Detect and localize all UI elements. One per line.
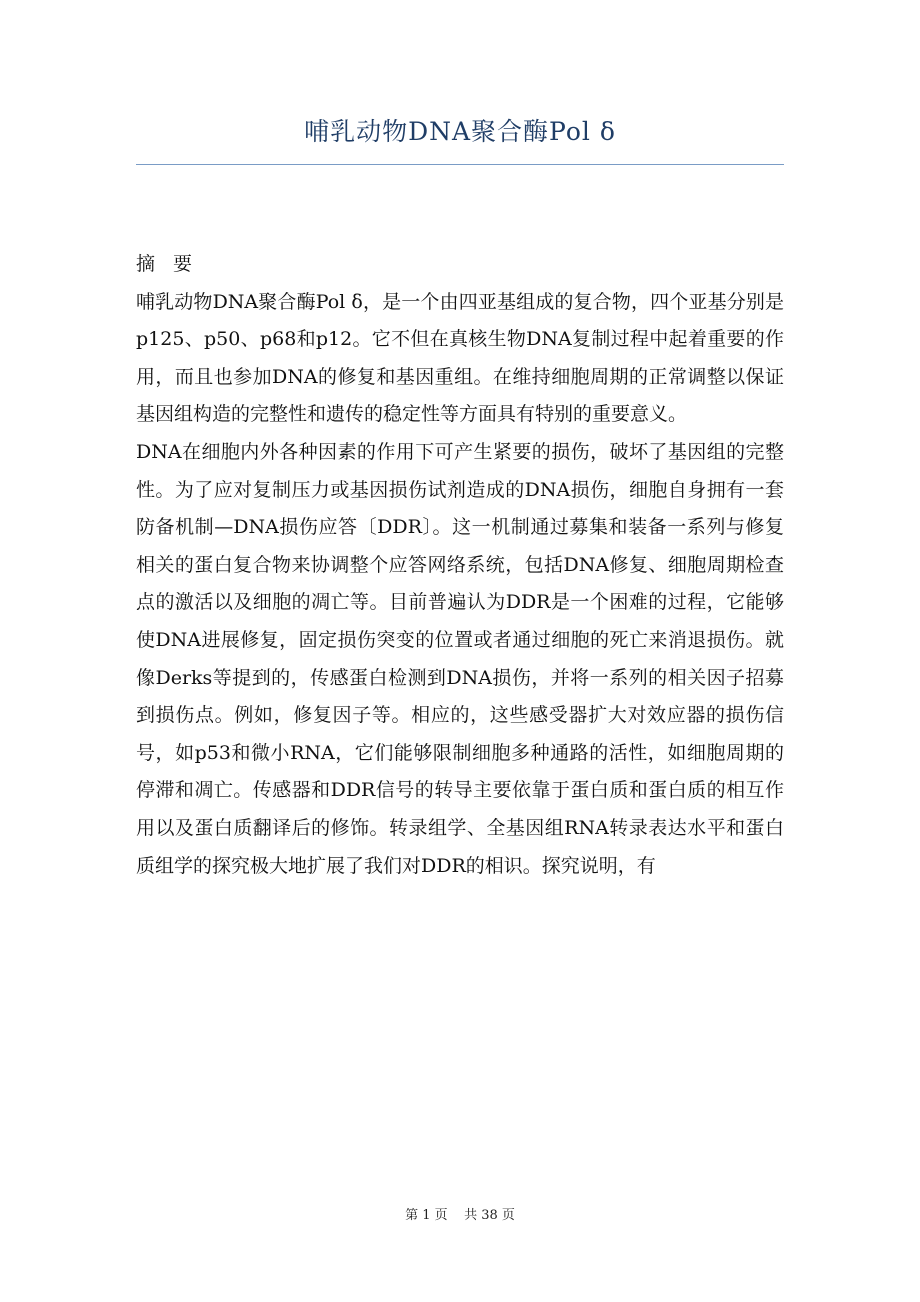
document-body	[136, 246, 784, 885]
abstract-paragraph-1: 哺乳动物DNA聚合酶Pol δ，是一个由四亚基组成的复合物，四个亚基分别是p125、p50、p68和p12。它不但在真核生物DNA复制过程中起着重要的作用，而且也参加DNA的修复和基因重组。在维持细胞周期的正常调整以保证基因组构造的完整性和遗传的稳定性等方面具有特别的重要意义。	[136, 290, 784, 426]
document-title: 哺乳动物DNA聚合酶Pol δ	[304, 117, 616, 146]
page-number-footer: 第 1 页 共 38 页	[405, 1208, 515, 1223]
title-divider	[136, 164, 784, 165]
abstract-heading: 摘 要	[136, 253, 199, 275]
abstract-paragraph-2: DNA在细胞内外各种因素的作用下可产生紧要的损伤，破坏了基因组的完整性。为了应对复制压力或基因损伤试剂造成的DNA损伤，细胞自身拥有一套防备机制—DNA损伤应答〔DDR〕。这一机制通过募集和装备一系列与修复相关的蛋白复合物来协调整个应答网络系统，包括DNA修复、细胞周期检查点的激活以及细胞的凋亡等。目前普遍认为DDR是一个困难的过程，它能够使DNA进展修复，固定损伤突变的位置或者通过细胞的死亡来消退损伤。就像Derks等提到的，传感蛋白检测到DNA损伤，并将一系列的相关因子招募到损伤点。例如，修复因子等。相应的，这些感受器扩大对效应器的损伤信号，如p53和微小RNA，它们能够限制细胞多种通路的活性，如细胞周期的停滞和凋亡。传感器和DDR信号的转导主要依靠于蛋白质和蛋白质的相互作用以及蛋白质翻译后的修饰。转录组学、全基因组RNA转录表达水平和蛋白质组学的探究极大地扩展了我们对DDR的相识。探究说明，有	[136, 440, 784, 877]
